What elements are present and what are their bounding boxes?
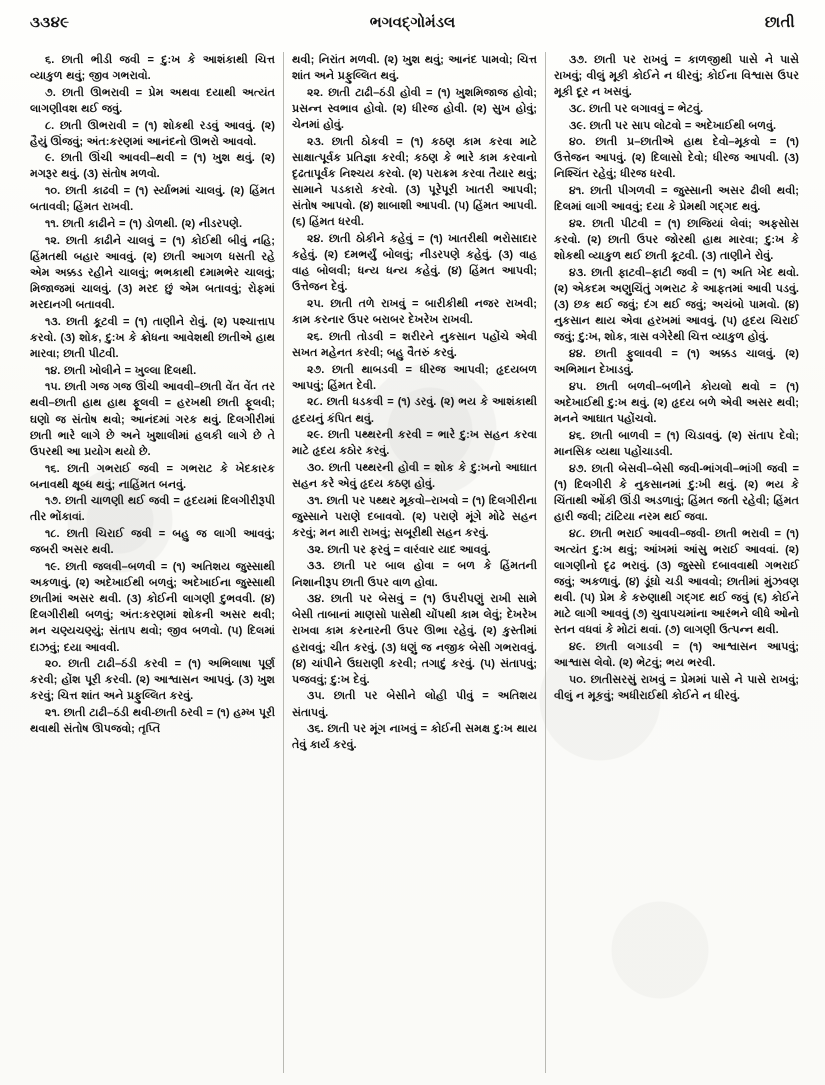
dictionary-entry: ૩૦. છાતી પથ્થરની હોવી = શોક કે દુ:ખનો આઘાત સહન કરે એવું હૃદય કઠણ હોવું. bbox=[292, 462, 537, 491]
dictionary-entry: ૨૮. છાતી ધડકવી = (૧) ડરવું. (૨) ભય કે આશંકાથી હૃદયનું કંપિત થવું. bbox=[292, 396, 537, 425]
page-number: ૩૩૪૯ bbox=[30, 14, 70, 31]
dictionary-entry: ૩૭. છાતી પર રાખવું = કાળજીથી પાસે ને પાસે રાખવું; વીલું મૂકી કોઈને ન ધીરવું; કોઈના વિશ્વાસ ઉપર મૂકી દૂર ન ખસવું. bbox=[554, 54, 799, 99]
book-title: ભગવદ્ગોમંડલ bbox=[369, 14, 456, 31]
dictionary-entry: ૧૮. છાતી ચિરાઈ જવી = બહુ જ લાગી આવવું; જબરી અસર થવી. bbox=[30, 528, 275, 557]
dictionary-entry: ૩૩. છાતી પર બાલ હોવા = બળ કે હિંમતની નિશાનીરૂપ છાતી ઉપર વાળ હોવા. bbox=[292, 560, 537, 589]
dictionary-entry: ૪૧. છાતી પીગળવી = જુસ્સાની અસર ઢીલી થવી; દિલમાં લાગી આવવું; દયા કે પ્રેમથી ગદ્ગદ થવું. bbox=[554, 185, 799, 214]
text-columns bbox=[22, 52, 807, 1073]
dictionary-entry: ૩૪. છાતી પર બેસવું = (૧) ઉપરીપણું રાખી સામે બેસી તાબાનાં માણસો પાસેથી ચોંપથી કામ લેવું; દેખરેખ રાખવા કામ કરનારની ઉપર ઊભા રહેવું. (૨) કુસ્તીમાં હરાવવું; ચીત કરવું. (૩) ધણું જ નજીક બેસી ગભરાવવું. (૪) ચાંપીને ઉઘરાણી કરવી; તગાદું કરવું. (૫) સંતાપવું; પજવવું; દુ:ખ દેવું. bbox=[292, 593, 537, 686]
column-1 bbox=[22, 52, 283, 1073]
dictionary-entry: ૧૩. છાતી કૂટવી = (૧) તાણીને રોવું. (૨) પશ્ચાત્તાપ કરવો. (૩) શોક, દુ:ખ કે ક્રોધના આવેશથી છાતીએ હાથ મારવા; છાતી પીટવી. bbox=[30, 315, 275, 361]
dictionary-entry: ૨૯. છાતી પથ્થરની કરવી = ભારે દુ:ખ સહન કરવા માટે હૃદય કઠોર કરવું. bbox=[292, 429, 537, 458]
dictionary-entry: ૪૩. છાતી ફાટવી–ફાટી જવી = (૧) અતિ ખેદ થવો. (૨) એકદમ અણુચિંતું ગભરાટ કે આફતમાં આવી પડવું. (૩) છક થઈ જવું; દંગ થઈ જવું; અચંબો પામવો. (૪) નુકસાન થાય એવા હરખમાં આવવું. (૫) હૃદય ચિરાઈ જવું; દુ:ખ, શોક, ત્રાસ વગેરેથી ચિત્ત વ્યાકુળ હોવું. bbox=[554, 266, 799, 344]
dictionary-entry: ૩૨. છાતી પર ફરવું = વારંવાર યાદ આવવું. bbox=[306, 543, 491, 556]
dictionary-entry: ૨૧. છાતી ટાઢી–ઠંડી થવી-છાતી ઠરવી = (૧) હમ્ખ પૂરી થવાથી સંતોષ ઊપજવો; તૃપ્તિ bbox=[30, 707, 275, 736]
dictionary-entry: ૩૬. છાતી પર મૂંગ નાખવું = કોઈની સમક્ષ દુ:ખ થાય તેવું કાર્ય કરવું. bbox=[292, 723, 537, 752]
dictionary-entry: ૧૭. છાતી ચાળણી થઈ જવી = હૃદયમાં દિલગીરીરૂપી તીર ભોંકાવાં. bbox=[30, 495, 275, 524]
dictionary-entry: ૪૪. છાતી ફુલાવવી = (૧) અક્કડ ચાલવું. (૨) અભિમાન દેખાડવું. bbox=[554, 348, 799, 377]
dictionary-entry: ૪૮. છાતી ભરાઈ આવવી–જવી- છાતી ભરાવી = (૧) અત્યંત દુ:ખ થવું; આંખમાં આંસુ ભરાઈ આવવાં. (૨) લાગણીનો દૃઢ ભરાવું. (૩) જુસ્સો દબાવવાથી ગભરાઈ જવું; અકળાવું. (૪) ડૂંઘો ચડી આવવો; છાતીમાં મુંઝવણ થવી. (૫) પ્રેમ કે કરુણાથી ગદ્ગદ થઈ જવું (૬) કોઈને માટે લાગી આવવું (૭) ચુવાપચમાંના આરંભને લીધે ઓનો સ્તન વધવાં કે મોટાં થવાં. (૭) લાગણી ઉત્પન્ન થવી. bbox=[554, 527, 799, 637]
dictionary-entry: ૪૫. છાતી બળવી–બળીને કોયલો થવો = (૧) અદેખાઈથી દુ:ખ થવું. (૨) હૃદય બળે એવી અસર થવી; મનને આઘાત પહોંચવો. bbox=[554, 380, 799, 426]
dictionary-entry: ૪૦. છાતી પ્ર–છાતીએ હાથ દેવો–મૂકવો = (૧) ઉત્તેજન આપવું. (૨) દિલાસો દેવો; ધીરજ આપવી. (૩) નિશ્ચિંત રહેવું; ધીરજ ધરવી. bbox=[554, 136, 799, 181]
dictionary-entry: ૫૦. છાતીસરસું રાખવું = પ્રેમમાં પાસે ને પાસે રાખવું; વીલું ન મૂકવું; અધીરાઈથી કોઈને ન ધીરવું. bbox=[554, 673, 799, 702]
dictionary-entry: ૨૭. છાતી થાબડવી = ધીરજ આપવી; હૃદયબળ આપવું; હિંમત દેવી. bbox=[292, 363, 537, 392]
dictionary-entry: ૬. છાતી ભીડી જવી = દુ:ખ કે આશંકાથી ચિત્ત વ્યાકુળ થવું; જીવ ગભરાવો. bbox=[30, 54, 275, 83]
running-headword: છાતી bbox=[764, 14, 795, 31]
dictionary-entry: ૧૫. છાતી ગજ ગજ ઊંચી આવવી–છાતી વેંત વેંત તર થવી–છાતી હાથ હાથ ફૂલવી = હરખથી છાતી ફૂલવી; ઘણો જ સંતોષ થવો; આનંદમાં ગરક થવું. દિલગીરીમાં છાતી ભારે લાગે છે અને ખુશાલીમાં હલકી લાગે છે તે ઉપરથી આ પ્રયોગ થયો છે. bbox=[30, 381, 275, 458]
dictionary-entry: ૧૪. છાતી ખોલીને = ખુલ્લા દિલથી. bbox=[44, 364, 197, 377]
dictionary-entry: થવી; નિરાંત મળવી. (૨) ખુશ થવું; આનંદ પામવો; ચિત્ત શાંત અને પ્રફુલ્લિત થવું. bbox=[292, 54, 537, 83]
dictionary-entry: ૨૦. છાતી ટાઢી–ઠંડી કરવી = (૧) અભિલાષા પૂર્ણ કરવી; હોંશ પૂરી કરવી. (૨) આશ્વાસન આપવું. (૩) ખુશ કરવું; ચિત્ત શાંત અને પ્રફુલ્લિત કરવું. bbox=[30, 658, 275, 703]
dictionary-entry: ૪૯. છાતી લગાડવી = (૧) આશ્વાસન આપવું; આશ્વાસ લેવો. (૨) ભેટવું; ભય ભરવી. bbox=[554, 641, 799, 670]
dictionary-entry: ૩૧. છાતી પર પથ્થર મૂકવો–રાખવો = (૧) દિલગીરીના જુસ્સાને પરાણે દબાવવો. (૨) પરાણે મૂંગે મોઢે સહન કરવું; મન મારી રાખવું; સબૂરીથી સહન કરવું. bbox=[292, 494, 537, 540]
dictionary-entry: ૨૫. છાતી તળે રાખવું = બારીકીથી નજર રાખવી; કામ કરનાર ઉપર બરાબર દેખરેખ રાખવી. bbox=[292, 298, 537, 327]
dictionary-entry: ૧૦. છાતી કાઢવી = (૧) ર્સ્યાભમાં ચાલવું. (૨) હિંમત બતાવવી; હિંમત રાખવી. bbox=[30, 185, 275, 214]
dictionary-entry: ૯. છાતી ઊંચી આવવી–થવી = (૧) ખુશ થવું. (૨) મગરૂર થવું. (૩) સંતોષ મળવો. bbox=[30, 152, 275, 181]
column-2 bbox=[283, 52, 545, 1073]
column-3 bbox=[545, 52, 807, 1073]
dictionary-entry: ૨૩. છાતી ઠોકવી = (૧) કઠણ કામ કરવા માટે સાક્ષાત્પૂર્વક પ્રતિજ્ઞા કરવી; કઠણ કે ભારે કામ કરવાનો દૃઢતાપૂર્વક નિશ્ચય કરવો. (૨) પરાક્રમ કરવા તૈયાર થવું; સામાને પડકારો કરવો. (૩) પૂરેપૂરી ખાતરી આપવી; સંતોષ આપવો. (૪) શાબાશી આપવી. (૫) હિંમત આપવી. (૬) હિંમત ધરવી. bbox=[292, 135, 537, 229]
dictionary-entry: ૧૬. છાતી ગભરાઈ જવી = ગભરાટ કે ખેદકારક બનાવથી ક્ષૂબ્ધ થવું; નાહિંમત બનવું. bbox=[30, 462, 275, 491]
dictionary-entry: ૭. છાતી ઊભરાવી = પ્રેમ અથવા દયાથી અત્યંત લાગણીવશ થઈ જવું. bbox=[30, 86, 275, 115]
dictionary-entry: ૨૨. છાતી ટાઢી–ઠંડી હોવી = (૧) ખુશમિજાજ હોવો; પ્રસન્ન સ્વભાવ હોવો. (૨) ધીરજ હોવી. (૨) સુખ હોવું; ચેનમાં હોવું. bbox=[292, 86, 537, 132]
page-header bbox=[0, 14, 825, 40]
dictionary-entry: ૨૪. છાતી ઠોકીને કહેવું = (૧) ખાતરીથી ભરોસાદાર કહેવું. (૨) દમભર્યું બોલવું; નીડરપણે કહેવું. (૩) વાહ વાહ બોલવી; ધન્ય ધન્ય કહેવું. (૪) હિંમત આપવી; ઉત્તેજન દેવું. bbox=[292, 233, 537, 294]
dictionary-entry: ૩૮. છાતી પર લગાવવું = ભેટવું. bbox=[568, 102, 704, 115]
dictionary-entry: ૨૬. છાતી તોડવી = શરીરને નુકસાન પહોંચે એવી સખત મહેનત કરવી; બહુ વૈતરું કરવું. bbox=[292, 330, 537, 360]
dictionary-entry: ૪૭. છાતી બેસવી–બેસી જવી-ભાંગવી–ભાંગી જવી = (૧) દિલગીરી કે નુકસાનમાં દુ:ખી થવું. (૨) ભય કે ચિંતાથી ઓંકી ઊંડી અડળાવું; હિંમત જતી રહેવી; હિંમત હારી જવી; ટાંટિયા નરમ થઈ જવા. bbox=[554, 462, 799, 523]
dictionary-entry: ૮. છાતી ઊભરાવી = (૧) શોકથી રડવું આવવું. (૨) હૈયું ઊંજવું; અંત:કરણમાં આનંદનો ઊભરો આવવો. bbox=[30, 119, 275, 148]
dictionary-entry: ૧૧. છાતી કાઢીને = (૧) ડોળથી. (૨) નીડરપણે. bbox=[44, 217, 243, 230]
dictionary-entry: ૩૯. છાતી પર સાપ લોટવો = અદેખાઈથી બળવું. bbox=[568, 119, 777, 132]
dictionary-entry: ૪૬. છાતી બાળવી = (૧) ચિડાવવું. (૨) સંતાપ દેવો; માનસિક વ્યથા પહોંચાડવી. bbox=[554, 429, 799, 458]
dictionary-entry: ૧૯. છાતી જલવી–બળવી = (૧) અતિશય જુસ્સાથી અકળાવું. (૨) અદેખાઈથી બળવું; અદેખાઈના જુસ્સાથી છાતીમાં અસર થવી. (૩) કોઈની લાગણી દુભવવી. (૪) દિલગીરીથી બળવું; અંત:કરણમાં શોકની અસર થવી; મન ચણ્યચણ્યું; સંતાપ થવો; જીવ બળવો. (૫) દિલમાં દાઝવું; દયા આવવી. bbox=[30, 560, 275, 654]
dictionary-entry: ૪૨. છાતી પીટવી = (૧) છાજિયાં લેવાં; અફસોસ કરવો. (૨) છાતી ઉપર જોરથી હાથ મારવા; દુ:ખ કે શોકથી વ્યાકુળ થઈ છાતી કૂટવી. (૩) તાણીને રોવું. bbox=[554, 217, 799, 263]
dictionary-entry: ૩૫. છાતી પર બેસીને લોહી પીવું = અતિશય સંતાપવું. bbox=[292, 690, 537, 719]
dictionary-entry: ૧૨. છાતી કાઢીને ચાલવું = (૧) કોઈથી બીવું નહિ; હિંમતથી બહાર આવવું. (૨) છાતી આગળ ધસતી રહે એમ અક્કડ રહીને ચાલવું; ભભકાથી દમામભેર ચાલવું; મિજાજમાં ચાલવું. (૩) મરદ છું એમ બતાવવું; રોફમાં મરદાનગી બતાવવી. bbox=[30, 234, 275, 312]
